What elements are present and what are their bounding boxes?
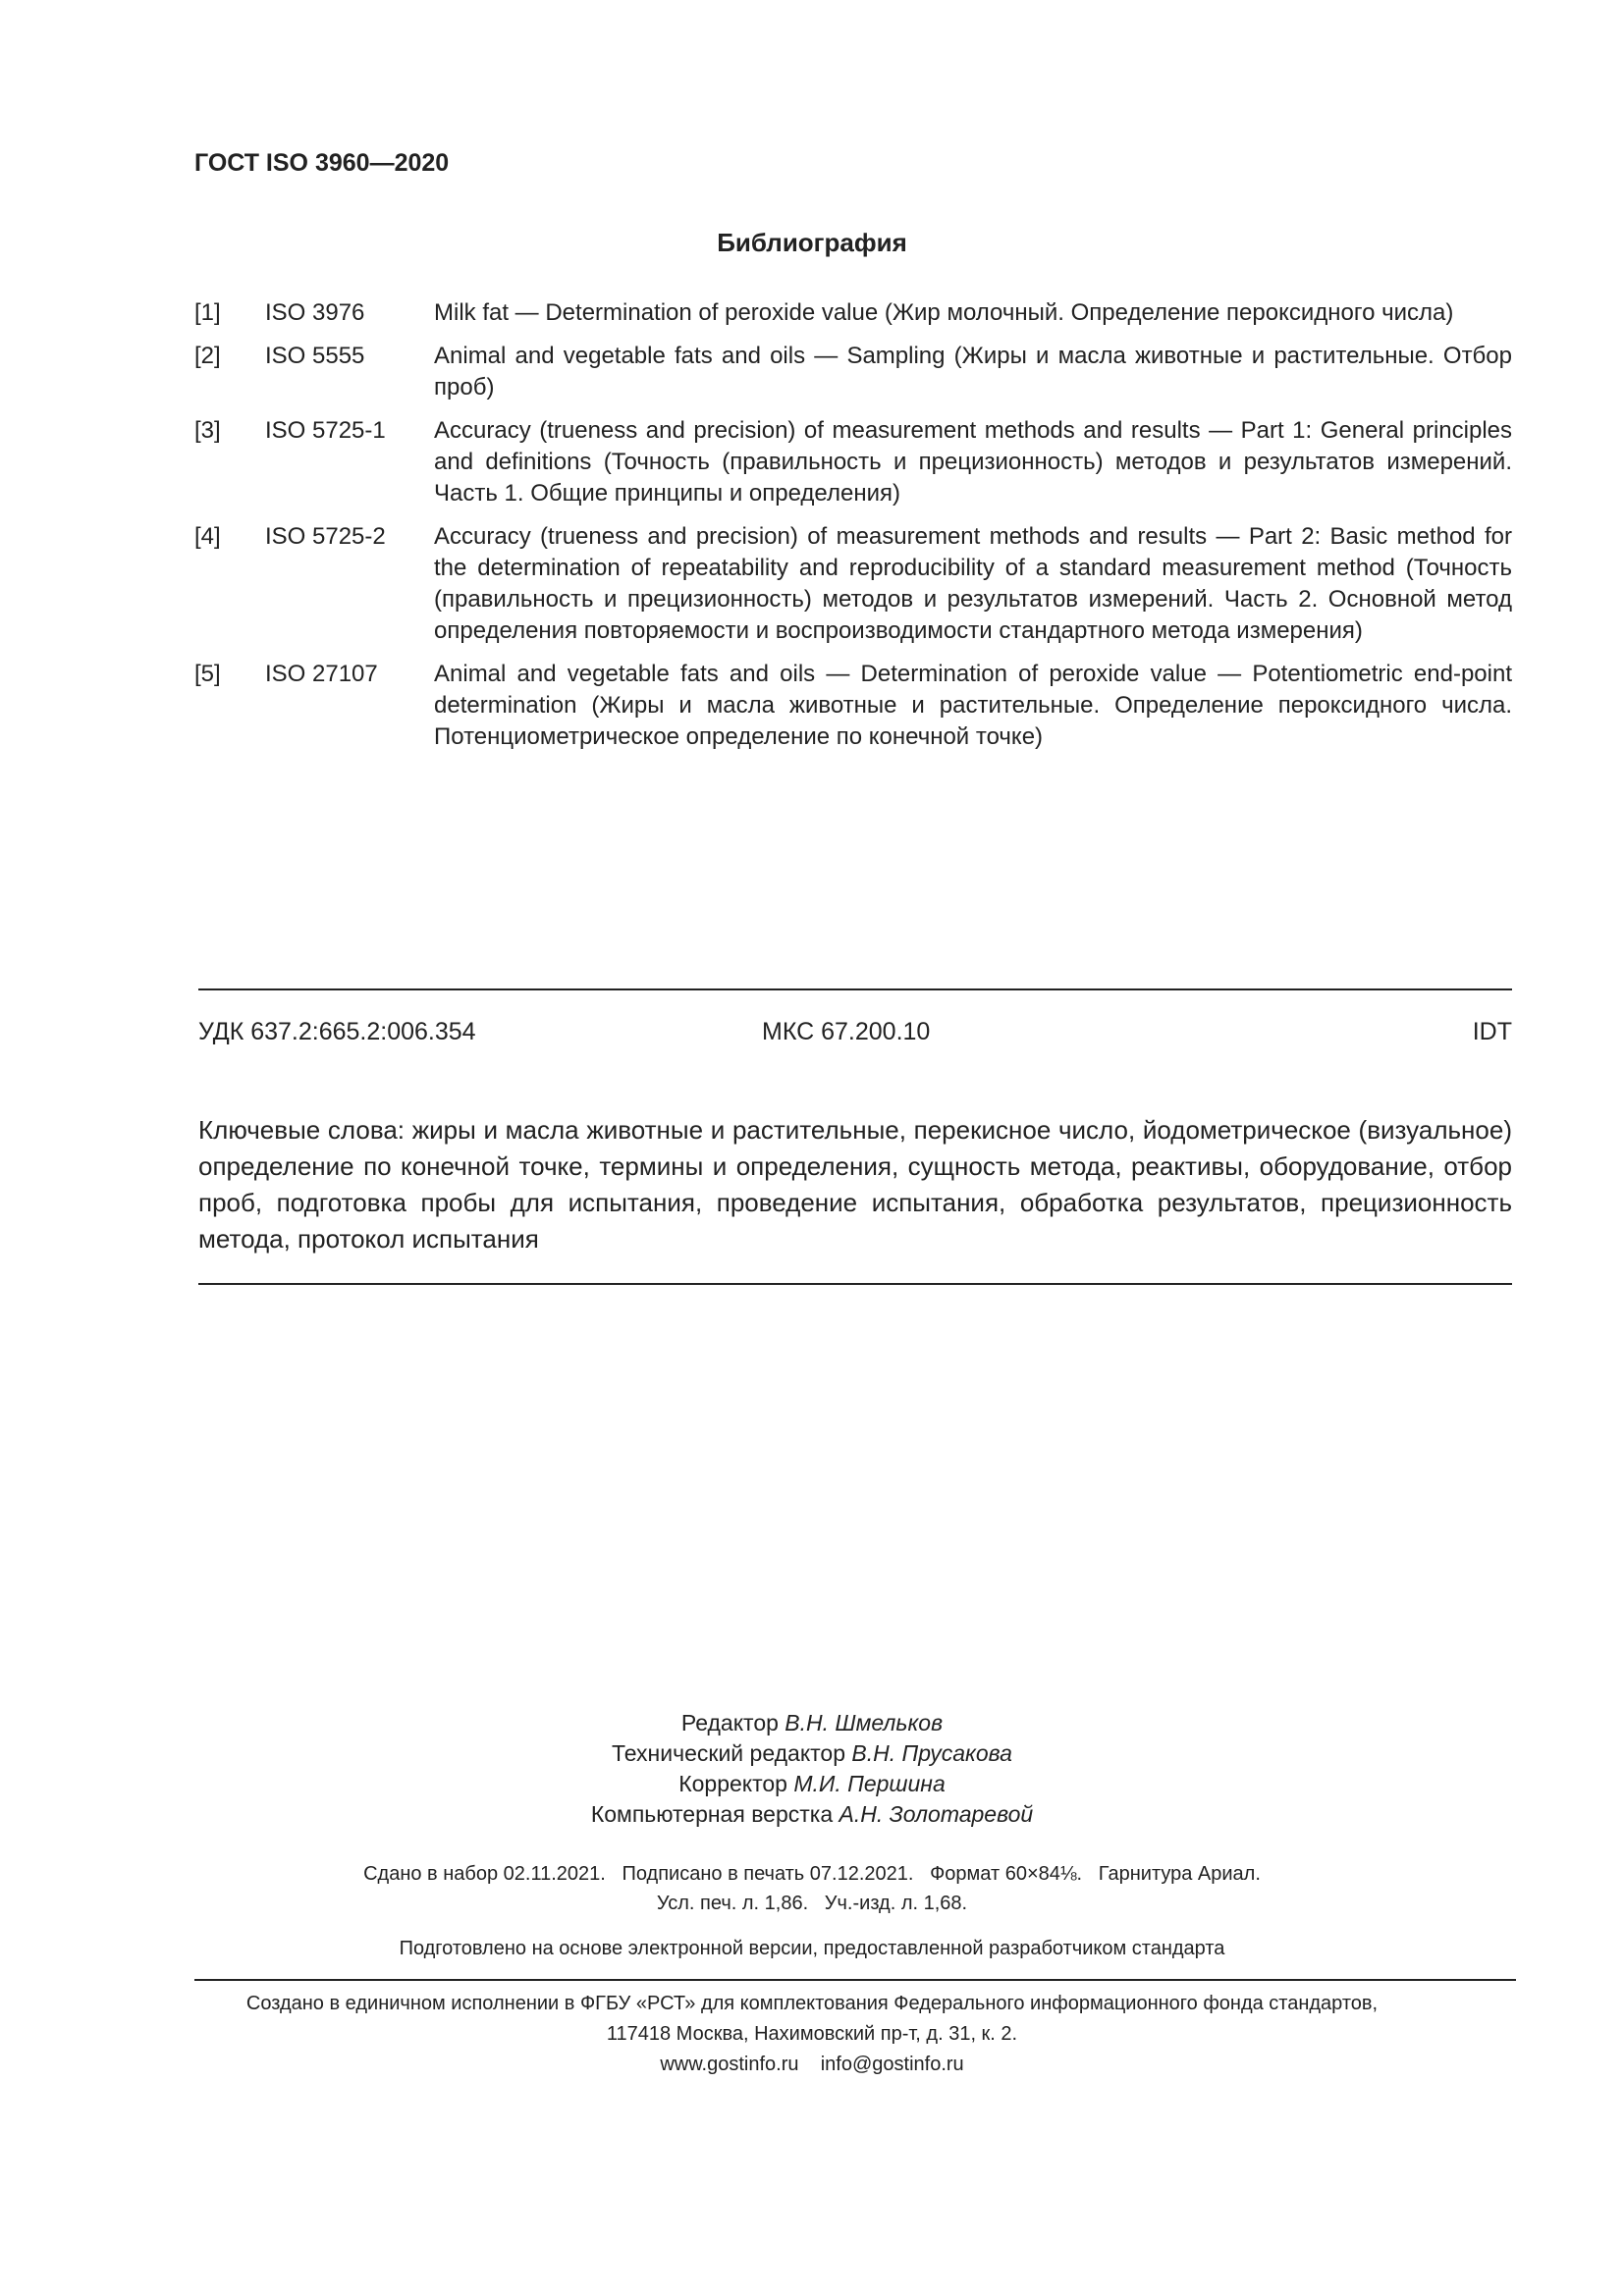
bibliography-code: ISO 27107 bbox=[265, 661, 378, 687]
staff-line bbox=[0, 1769, 1624, 1799]
staff-line bbox=[0, 1799, 1624, 1830]
mks-code: МКС 67.200.10 bbox=[762, 1018, 931, 1045]
bibliography-text: Milk fat — Determination of peroxide value (Жир молочный. Определение пероксидного числа) bbox=[434, 299, 1454, 326]
bibliography-text: Animal and vegetable fats and oils — Sampling (Жиры и масла животные и растительные. Отбор проб) bbox=[434, 343, 1512, 400]
print-info-line: Сдано в набор 02.11.2021. Подписано в печать 07.12.2021. Формат 60×84⅛. Гарнитура Ариал. bbox=[363, 1863, 1261, 1885]
staff-name: М.И. Першина bbox=[793, 1771, 946, 1796]
prepared-note: Подготовлено на основе электронной версии, предоставленной разработчиком стандарта bbox=[399, 1938, 1225, 1959]
bibliography-text: Accuracy (trueness and precision) of measurement methods and results — Part 1: General principles and definitions (Точность (правильность и прецизионность) методов и результатов измерений. Часть 1. Общие принципы и определения) bbox=[434, 417, 1512, 507]
idt-marker: IDT bbox=[1472, 1018, 1512, 1045]
udk-code: УДК 637.2:665.2:006.354 bbox=[198, 1018, 476, 1045]
bibliography-item bbox=[194, 521, 1512, 647]
print-info-line: Усл. печ. л. 1,86. Уч.-изд. л. 1,68. bbox=[656, 1893, 968, 1914]
created-note bbox=[0, 1989, 1624, 2080]
bibliography-item bbox=[194, 415, 1512, 509]
divider-footer bbox=[194, 1979, 1516, 1981]
bibliography-item bbox=[194, 297, 1512, 329]
bibliography-text: Accuracy (trueness and precision) of measurement methods and results — Part 2: Basic method for the determination of repeatability and reproducibility of a standard measurement method (Точность (правильность и прецизионность) методов и результатов измерений. Часть 2. Основной метод определения повторяемости и воспроизводимости стандартного метода измерения) bbox=[434, 523, 1512, 644]
created-line: 117418 Москва, Нахимовский пр-т, д. 31, к. 2. bbox=[606, 2023, 1018, 2045]
bibliography-code: ISO 3976 bbox=[265, 299, 365, 326]
keywords-paragraph: Ключевые слова: жиры и масла животные и растительные, перекисное число, йодометрическое (визуальное) определение по конечной точке, термины и определения, сущность метода, реактивы, оборудование, отбор проб, подготовка пробы для испытания, проведение испытания, обработка результатов, прецизионность метода, протокол испытания bbox=[198, 1115, 1512, 1254]
bibliography-number: [4] bbox=[194, 523, 221, 550]
divider-top bbox=[198, 988, 1512, 990]
staff-credits bbox=[0, 1708, 1624, 1830]
bibliography-number: [1] bbox=[194, 299, 221, 326]
staff-role: Компьютерная верстка bbox=[590, 1801, 834, 1827]
staff-role: Корректор bbox=[678, 1771, 787, 1796]
staff-name: А.Н. Золотаревой bbox=[839, 1801, 1034, 1827]
staff-line bbox=[0, 1738, 1624, 1769]
staff-line bbox=[0, 1708, 1624, 1738]
staff-name: В.Н. Прусакова bbox=[851, 1740, 1012, 1766]
bibliography-item bbox=[194, 341, 1512, 403]
divider-keywords bbox=[198, 1283, 1512, 1285]
bibliography-number: [3] bbox=[194, 417, 221, 444]
staff-role: Редактор bbox=[680, 1710, 779, 1735]
classification-row bbox=[198, 1018, 1512, 1051]
bibliography-code: ISO 5725-1 bbox=[265, 417, 386, 444]
bibliography-text: Animal and vegetable fats and oils — Determination of peroxide value — Potentiometric end-point determination (Жиры и масла животные и растительные. Определение пероксидного числа. Потенциометрическое определение по конечной точке) bbox=[434, 661, 1512, 750]
bibliography-code: ISO 5555 bbox=[265, 343, 365, 369]
bibliography-list bbox=[194, 297, 1512, 765]
bibliography-number: [2] bbox=[194, 343, 221, 369]
staff-name: В.Н. Шмельков bbox=[785, 1710, 944, 1735]
staff-role: Технический редактор bbox=[612, 1740, 846, 1766]
document-code: ГОСТ ISO 3960—2020 bbox=[194, 149, 450, 177]
bibliography-title: Библиография bbox=[717, 228, 907, 257]
print-info bbox=[0, 1859, 1624, 1918]
bibliography-item bbox=[194, 659, 1512, 753]
bibliography-number: [5] bbox=[194, 661, 221, 687]
bibliography-code: ISO 5725-2 bbox=[265, 523, 386, 550]
created-line: Создано в единичном исполнении в ФГБУ «РСТ» для комплектования Федерального информационного фонда стандартов, bbox=[245, 1993, 1379, 2014]
contact-line: www.gostinfo.ru info@gostinfo.ru bbox=[660, 2054, 964, 2075]
